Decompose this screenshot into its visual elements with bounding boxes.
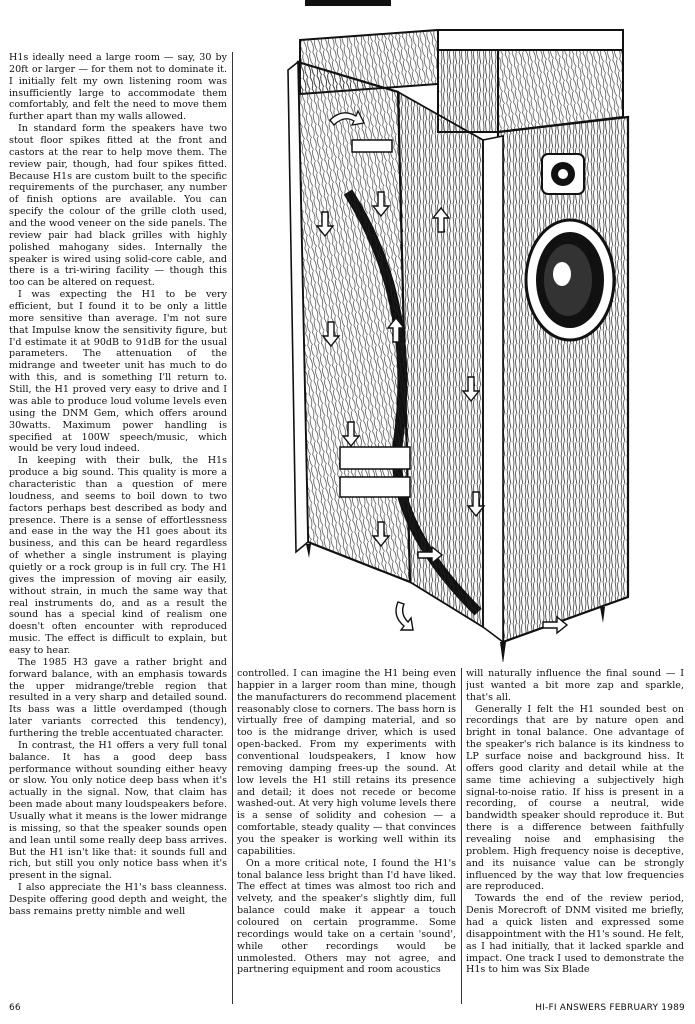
paragraph: On a more critical note, I found the H1's tonal balance less bright than I'd have liked. The effect at times was almost too rich and velvety, and the speaker's slightly dim, full balance could make it appear a touch coloured on certain programme. Some recordings would take on a certain 'sound', while other recordings would be unmolested. Others may not agree, and partnering equipment and room acoustics xyxy=(237,857,456,976)
paragraph: The 1985 H3 gave a rather bright and forward balance, with an emphasis towards the upper midrange/treble region that resulted in a very sharp and detailed sound. Its bass was a little overdamped (though later variants corrected this tendency), furthering the treble accentuated character. xyxy=(9,656,227,739)
magazine-footer: HI-FI ANSWERS FEBRUARY 1989 xyxy=(535,1003,685,1013)
text-column-1 xyxy=(9,52,227,1004)
paragraph: H1s ideally need a large room — say, 30 by 20ft or larger — for them not to dominate it. I initially felt my own listening room was insufficiently large to accommodate them comfortably, and felt the need to move them further apart than my walls allowed. xyxy=(9,52,227,123)
paragraph: controlled. I can imagine the H1 being even happier in a larger room than mine, though the manufacturers do recommend placement reasonably close to corners. The bass horn is virtually free of damping material, and so too is the midrange driver, which is used open-backed. From my experiments with conventional loudspeakers, I know how removing damping frees-up the sound. At low levels the H1 still retains its presence and detail; it does not recede or become washed-out. At very high volume levels there is a sense of solidity and cohesion — a comfortable, steady quality — that convinces you the speaker is working well within its capabilities. xyxy=(237,668,456,857)
paragraph: I also appreciate the H1's bass cleanness. Despite offering good depth and weight, the bass remains pretty nimble and well xyxy=(9,882,227,917)
paragraph: In keeping with their bulk, the H1s produce a big sound. This quality is more a characteristic than a question of mere loudness, and seems to boil down to two factors perhaps best described as body and presence. There is a sense of effortlessness and ease in the way the H1 goes about its business, and this can be heard regardless of whether a single instrument is playing quietly or a rock group is in full cry. The H1 gives the impression of moving air easily, without strain, in much the same way that real instruments do, and as a result the sound has a special kind of realism one doesn't often encounter with reproduced music. The effect is difficult to explain, but easy to hear. xyxy=(9,455,227,656)
paragraph: I was expecting the H1 to be very efficient, but I found it to be only a little more sensitive than average. I'm not sure that Impulse know the sensitivity figure, but I'd estimate it at 90dB to 91dB for the usual parameters. The attenuation of the midrange and tweeter unit has much to do with this, and is something I'll return to. Still, the H1 proved very easy to drive and I was able to produce loud volume levels even using the DNM Gem, which offers around 30watts. Maximum power handling is specified at 100W speech/music, which would be very loud indeed. xyxy=(9,289,227,455)
paragraph: Generally I felt the H1 sounded best on recordings that are by nature open and bright in tonal balance. One advantage of the speaker's rich balance is its kindness to LP surface noise and background hiss. It offers good clarity and detail while at the same time achieving a subjectively high signal-to-noise ratio. If hiss is present in a recording, of course a neutral, wide bandwidth speaker should reproduce it. But there is a difference between faithfully revealing noise and emphasising the problem. High frequency noise is deceptive, and its nuisance value can be strongly influenced by the way that low frequencies are reproduced. xyxy=(466,703,684,893)
column-divider xyxy=(232,52,233,1004)
section-header-bar xyxy=(305,0,391,6)
page-number: 66 xyxy=(9,1003,21,1013)
text-column-2 xyxy=(237,668,456,1004)
text-column-3 xyxy=(466,668,684,1004)
paragraph: In contrast, the H1 offers a very full tonal balance. It has a good deep bass performance without sounding either heavy or slow. You only notice deep bass when it's actually in the signal. Now, that claim has been made about many loudspeakers before. Usually what it means is the lower midrange is missing, so that the speaker sounds open and lean until some really deep bass arrives. But the H1 isn't like that: it sounds full and rich, but still you only notice bass when it's present in the signal. xyxy=(9,739,227,882)
column-divider xyxy=(461,668,462,1004)
paragraph: will naturally influence the final sound — I just wanted a bit more zap and sparkle, that's all. xyxy=(466,668,684,703)
paragraph: In standard form the speakers have two stout floor spikes fitted at the front and castors at the rear to help move them. The review pair, though, had four spikes fitted. Because H1s are custom built to the specific requirements of the purchaser, any number of finish options are available. You can specify the colour of the grille cloth used, and the wood veneer on the side panels. The review pair had black grilles with highly polished mahogany sides. Internally the speaker is wired using solid-core cable, and there is a tri-wiring facility — though this too can be altered on request. xyxy=(9,123,227,289)
speaker-cutaway-illustration xyxy=(278,22,650,662)
paragraph: Towards the end of the review period, Denis Morecroft of DNM visited me briefly, had a quick listen and expressed some disappointment with the H1's sound. He felt, as I had initially, that it lacked sparkle and impact. One track I used to demonstrate the H1s to him was Six Blade xyxy=(466,893,684,976)
